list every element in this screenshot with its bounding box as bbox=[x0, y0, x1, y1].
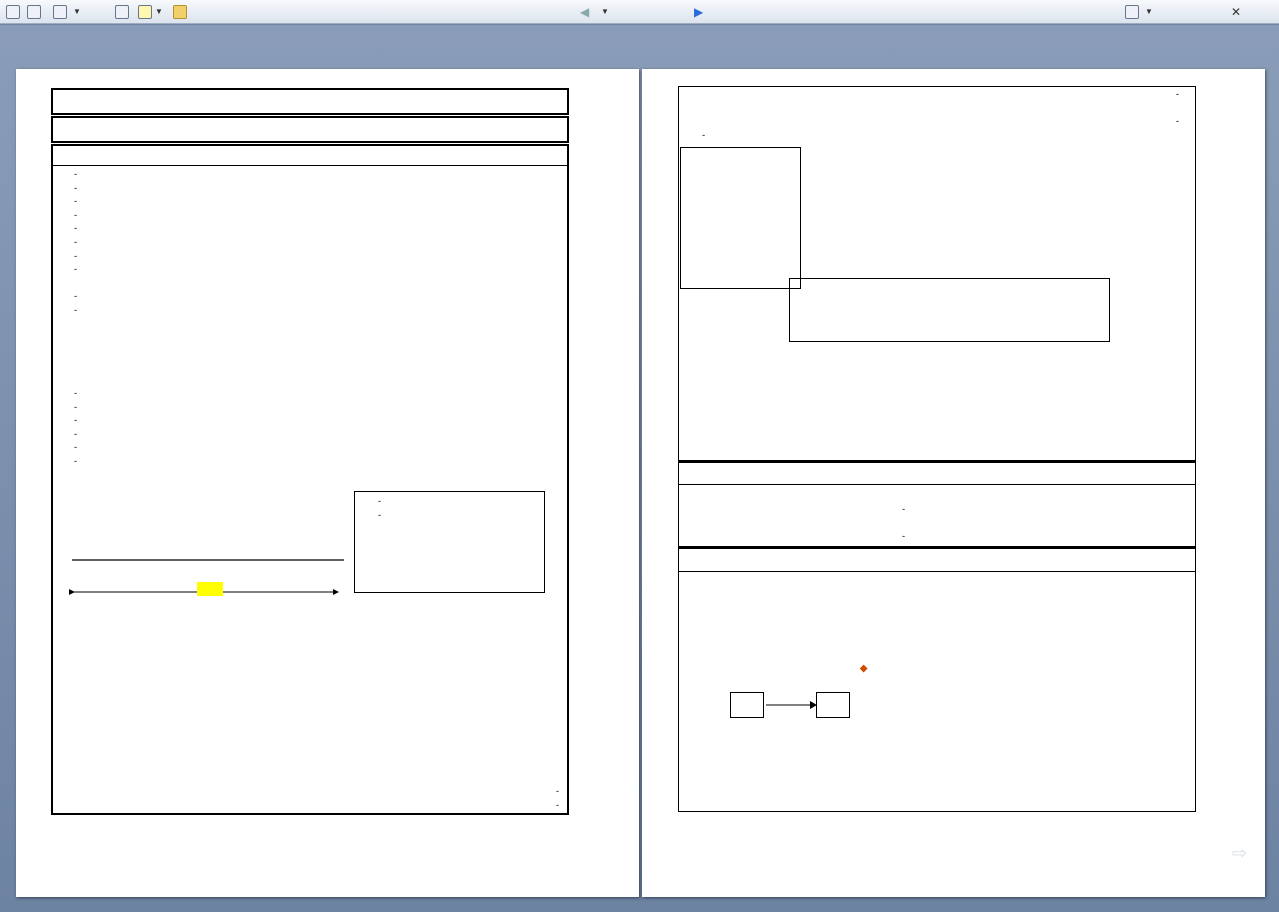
view-options-menu[interactable] bbox=[1125, 3, 1153, 20]
save-icon[interactable] bbox=[6, 3, 20, 20]
list-item: - bbox=[74, 182, 78, 194]
folder-icon[interactable] bbox=[173, 3, 187, 20]
list-item: - bbox=[74, 264, 78, 276]
list-item: - bbox=[74, 388, 78, 399]
view-options-icon bbox=[1125, 5, 1139, 19]
duplexing-heading bbox=[860, 663, 873, 674]
list-item: - bbox=[74, 401, 78, 413]
users-box bbox=[680, 147, 801, 289]
triangle-left-icon: ◀ bbox=[580, 4, 590, 19]
tdma-arabic-1: - bbox=[555, 786, 559, 797]
prev-page-button[interactable] bbox=[580, 3, 589, 20]
list-item: - bbox=[74, 250, 78, 262]
section-frame bbox=[51, 144, 569, 815]
triangle-right-icon: ▶ bbox=[694, 4, 704, 19]
page-2 bbox=[642, 69, 1265, 897]
diamond-icon: ◆ bbox=[860, 663, 868, 674]
list-item: - bbox=[74, 223, 78, 235]
tx-box bbox=[730, 692, 764, 718]
ofdma-note: - bbox=[902, 531, 919, 542]
page-1 bbox=[16, 69, 639, 897]
chevron-down-icon: ▼ bbox=[1145, 7, 1153, 16]
section-heading-3 bbox=[678, 550, 1196, 572]
list-item: - bbox=[74, 237, 78, 248]
chevron-down-icon: ▼ bbox=[601, 7, 609, 16]
tx-rx-arrow bbox=[764, 699, 818, 711]
list-item: - bbox=[74, 209, 78, 221]
list-item: - bbox=[74, 456, 78, 467]
band-label-highlight bbox=[197, 582, 223, 596]
cdma-note: - bbox=[902, 504, 919, 515]
tools-menu[interactable] bbox=[53, 3, 81, 20]
part-title bbox=[51, 116, 569, 143]
section-heading-2 bbox=[678, 463, 1196, 485]
wrench-icon bbox=[53, 5, 67, 19]
list-item: - bbox=[74, 428, 78, 440]
list-item: - bbox=[74, 196, 78, 208]
ar-top-3: - bbox=[1175, 116, 1179, 127]
document-workspace[interactable] bbox=[0, 25, 1279, 912]
list-item: - bbox=[74, 304, 78, 316]
list-item: - bbox=[74, 291, 78, 302]
research-icon[interactable] bbox=[115, 3, 129, 20]
tdma-arabic-2: - bbox=[555, 800, 559, 811]
next-page-button[interactable] bbox=[694, 3, 703, 20]
bandwidth-note-box: - - bbox=[354, 491, 545, 593]
reader-toolbar bbox=[0, 0, 1279, 24]
spelling-icon[interactable]: ▼ bbox=[138, 3, 163, 20]
chevron-down-icon: ▼ bbox=[73, 7, 81, 16]
close-icon: ✕ bbox=[1231, 4, 1242, 19]
rx-box bbox=[816, 692, 850, 718]
so-line: - bbox=[702, 130, 716, 141]
band-diagram bbox=[68, 489, 358, 604]
next-arrow-icon[interactable]: ⇨ bbox=[1232, 843, 1248, 863]
section-heading-1 bbox=[51, 144, 569, 166]
page-indicator[interactable] bbox=[598, 3, 609, 20]
list-item: - bbox=[74, 415, 78, 427]
section-frame-3 bbox=[678, 547, 1196, 812]
print-preview-icon[interactable] bbox=[27, 3, 41, 20]
list-item: - bbox=[74, 169, 78, 180]
doc-title bbox=[51, 88, 569, 115]
time-note-box bbox=[789, 278, 1110, 342]
ar-top-1: - bbox=[1175, 89, 1179, 100]
list-item: - bbox=[74, 442, 78, 454]
close-button[interactable] bbox=[1231, 3, 1244, 20]
